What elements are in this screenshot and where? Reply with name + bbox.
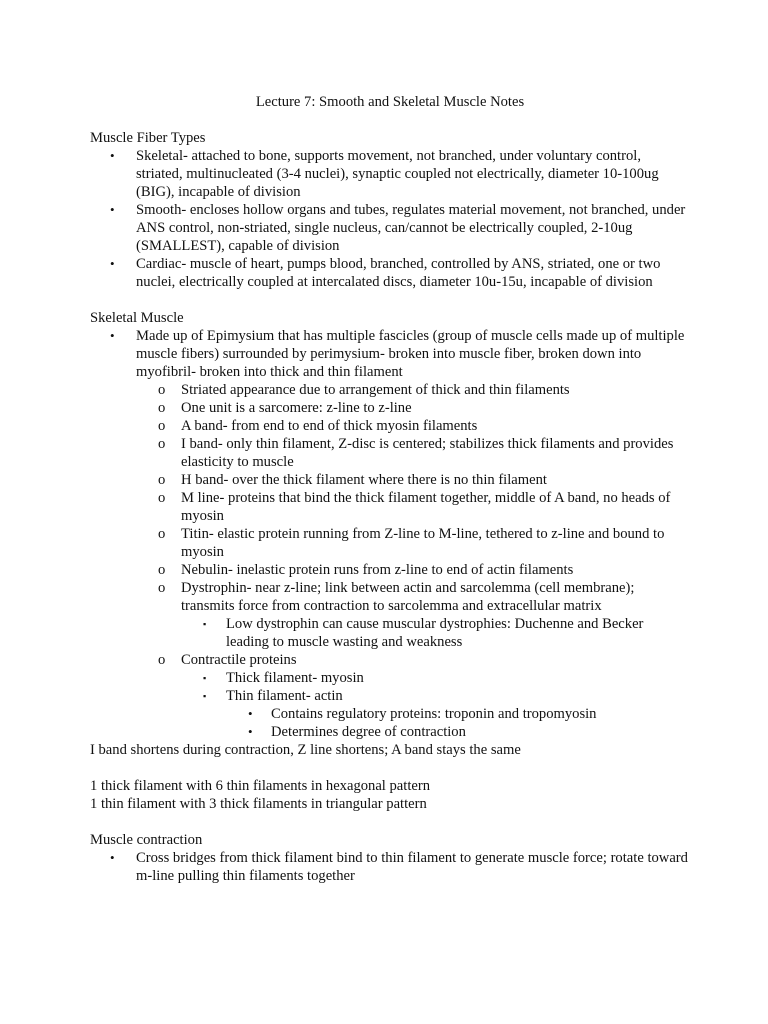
fiber-type-cardiac: Cardiac- muscle of heart, pumps blood, branched, controlled by ANS, striated, one or two nuclei, electrically coupled at intercalated discs, diameter 10u-15u, incapable of division <box>136 256 661 290</box>
list-item <box>90 849 690 885</box>
list-item <box>90 201 690 255</box>
contractile-sublist <box>181 669 690 741</box>
sub-item-text: Dystrophin- near z-line; link between actin and sarcolemma (cell membrane); transmits force from contraction to sarcolemma and extracellular matrix <box>181 580 635 614</box>
fiber-type-skeletal: Skeletal- attached to bone, supports movement, not branched, under voluntary control, striated, multinucleated (3-4 nuclei), synaptic coupled not electrically, diameter 10-100ug (BIG), incapable of division <box>136 148 659 200</box>
circle-bullet-icon: o <box>158 436 166 452</box>
list-item <box>226 723 690 741</box>
list-item <box>136 561 690 579</box>
circle-bullet-icon: o <box>158 526 166 542</box>
circle-bullet-icon: o <box>158 382 166 398</box>
list-item <box>136 399 690 417</box>
thin-filament-text: Thin filament- actin <box>226 688 343 704</box>
dystrophin-sublist <box>181 615 690 651</box>
thin-detail-text: Contains regulatory proteins: troponin and tropomyosin <box>271 706 597 722</box>
list-item <box>136 651 690 741</box>
bullet-icon: • <box>110 256 115 271</box>
list-item <box>136 471 690 489</box>
circle-bullet-icon: o <box>158 580 166 596</box>
bullet-icon: • <box>110 148 115 163</box>
sub-item-text: I band- only thin filament, Z-disc is centered; stabilizes thick filaments and provides elasticity to muscle <box>181 436 674 470</box>
list-item <box>181 669 690 687</box>
thin-filament-sublist <box>226 705 690 741</box>
list-item <box>136 381 690 399</box>
circle-bullet-icon: o <box>158 472 166 488</box>
circle-bullet-icon: o <box>158 562 166 578</box>
sub-item-text: Nebulin- inelastic protein runs from z-line to end of actin filaments <box>181 562 574 578</box>
list-item <box>226 705 690 723</box>
square-bullet-icon: ▪ <box>203 691 207 701</box>
bullet-icon: • <box>110 202 115 217</box>
spacer <box>90 291 690 309</box>
thick-filament-text: Thick filament- myosin <box>226 670 364 686</box>
bullet-icon: • <box>110 850 115 865</box>
list-item <box>136 417 690 435</box>
muscle-contraction-heading: Muscle contraction <box>90 832 203 848</box>
sub-item-text: One unit is a sarcomere: z-line to z-line <box>181 400 412 416</box>
list-item <box>136 525 690 561</box>
page-title: Lecture 7: Smooth and Skeletal Muscle Notes <box>255 94 525 110</box>
cross-bridge-text: Cross bridges from thick filament bind to thin filament to generate muscle force; rotate toward m-line pulling thin filaments together <box>136 850 688 884</box>
muscle-fiber-types-list <box>90 147 690 291</box>
thin-detail-text: Determines degree of contraction <box>271 724 466 740</box>
list-item <box>181 687 690 741</box>
sub-item-text: M line- proteins that bind the thick filament together, middle of A band, no heads of myosin <box>181 490 671 524</box>
circle-bullet-icon: o <box>158 490 166 506</box>
thin-pattern-note: 1 thin filament with 3 thick filaments in triangular pattern <box>90 796 427 812</box>
bullet-icon: • <box>248 706 253 721</box>
circle-bullet-icon: o <box>158 400 166 416</box>
sub-item-text: H band- over the thick filament where there is no thin filament <box>181 472 547 488</box>
circle-bullet-icon: o <box>158 652 166 668</box>
square-bullet-icon: ▪ <box>203 619 207 629</box>
sub-item-text: A band- from end to end of thick myosin filaments <box>181 418 478 434</box>
list-item <box>136 435 690 471</box>
contractile-proteins-label: Contractile proteins <box>181 652 297 668</box>
skeletal-muscle-heading: Skeletal Muscle <box>90 310 184 326</box>
skeletal-muscle-list <box>90 327 690 741</box>
bullet-icon: • <box>110 328 115 343</box>
muscle-fiber-types-heading: Muscle Fiber Types <box>90 130 206 146</box>
list-item <box>136 489 690 525</box>
spacer <box>90 759 690 777</box>
circle-bullet-icon: o <box>158 418 166 434</box>
list-item <box>90 327 690 741</box>
list-item <box>181 615 690 651</box>
dystrophin-note: Low dystrophin can cause muscular dystrophies: Duchenne and Becker leading to muscle wasting and weakness <box>226 616 644 650</box>
fiber-type-smooth: Smooth- encloses hollow organs and tubes, regulates material movement, not branched, under ANS control, non-striated, single nucleus, can/cannot be electrically coupled, 2-10ug (SMALLEST), capable of division <box>136 202 686 254</box>
i-band-note: I band shortens during contraction, Z line shortens; A band stays the same <box>90 742 521 758</box>
document-page <box>90 93 690 885</box>
thick-pattern-note: 1 thick filament with 6 thin filaments in hexagonal pattern <box>90 778 431 794</box>
list-item <box>90 255 690 291</box>
list-item <box>90 147 690 201</box>
skeletal-structure-text: Made up of Epimysium that has multiple fascicles (group of muscle cells made up of multiple muscle fibers) surrounded by perimysium- broken into muscle fiber, broken down into myofibril- broken into thick and thin filament <box>136 328 685 380</box>
square-bullet-icon: ▪ <box>203 673 207 683</box>
sub-item-text: Titin- elastic protein running from Z-line to M-line, tethered to z-line and bound to myosin <box>181 526 665 560</box>
sub-item-text: Striated appearance due to arrangement of thick and thin filaments <box>181 382 570 398</box>
spacer <box>90 813 690 831</box>
bullet-icon: • <box>248 724 253 739</box>
list-item <box>136 579 690 651</box>
skeletal-sublist <box>136 381 690 741</box>
muscle-contraction-list <box>90 849 690 885</box>
